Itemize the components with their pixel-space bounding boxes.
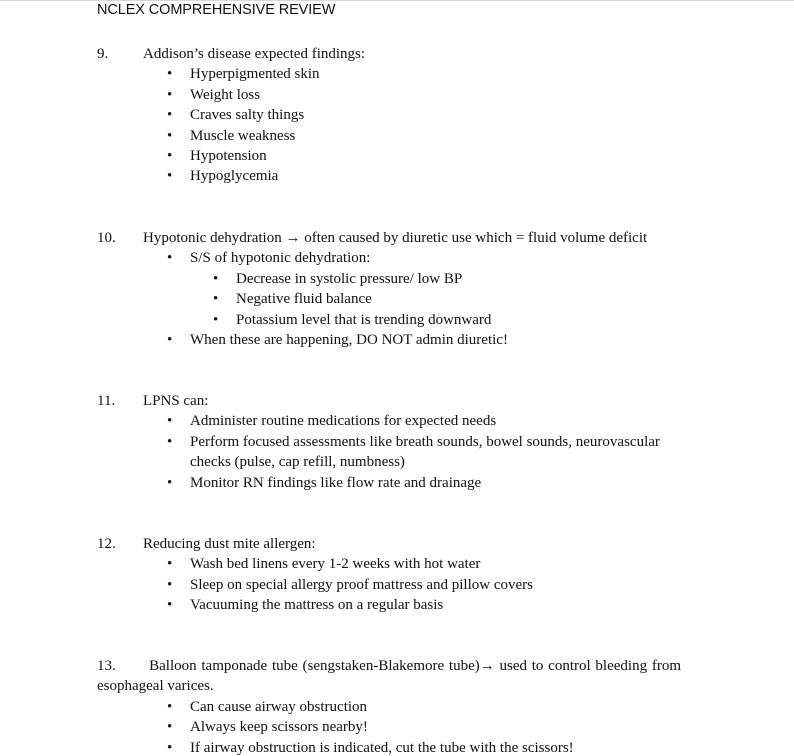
bullet-icon: •	[167, 433, 173, 450]
review-item-11	[97, 391, 697, 493]
bullet-icon: •	[167, 127, 173, 144]
bullet-icon: •	[167, 576, 173, 593]
bullet-list	[97, 411, 697, 493]
item-heading-text: LPNS can:	[143, 393, 209, 409]
bullet-icon: •	[213, 311, 219, 328]
bullet-list	[97, 697, 697, 756]
list-item: • Hypoglycemia	[97, 166, 697, 186]
bullet-icon: •	[167, 413, 173, 430]
item-heading	[97, 534, 697, 554]
list-item: • Hyperpigmented skin	[97, 64, 697, 84]
item-heading-text: Addison’s disease expected findings:	[143, 46, 366, 62]
bullet-list	[97, 554, 697, 615]
item-heading-text: Hypotonic dehydration → often caused by diuretic use which = fluid volume deficit	[143, 230, 648, 246]
bullet-icon: •	[167, 719, 173, 736]
bullet-icon: •	[167, 148, 173, 165]
bullet-list	[97, 248, 697, 350]
list-item: • Muscle weakness	[97, 126, 697, 146]
review-item-13	[97, 656, 697, 756]
bullet-icon: •	[167, 107, 173, 124]
item-heading	[97, 391, 697, 411]
bullet-icon: •	[167, 597, 173, 614]
bullet-icon: •	[213, 291, 219, 308]
item-number: 9.	[97, 46, 109, 62]
list-item: • S/S of hypotonic dehydration:	[97, 248, 697, 268]
item-heading-text: 13. Balloon tamponade tube (sengstaken-Blakemore tube)→ used to control bleeding from	[97, 658, 682, 674]
list-item: • Wash bed linens every 1-2 weeks with hot water	[97, 554, 697, 574]
item-heading-continuation: esophageal varices.	[97, 678, 214, 695]
list-item: • Sleep on special allergy proof mattress and pillow covers	[97, 575, 697, 595]
list-item: • Vacuuming the mattress on a regular basis	[97, 595, 697, 615]
page-header: NCLEX COMPREHENSIVE REVIEW	[97, 2, 336, 18]
list-item: • Can cause airway obstruction	[97, 697, 697, 717]
list-item: • Craves salty things	[97, 105, 697, 125]
bullet-icon: •	[167, 250, 173, 267]
review-item-12	[97, 534, 697, 616]
item-heading	[97, 44, 697, 64]
bullet-icon: •	[167, 66, 173, 83]
bullet-icon: •	[167, 556, 173, 573]
bullet-icon: •	[167, 698, 173, 715]
review-item-10	[97, 228, 697, 350]
review-item-9	[97, 44, 697, 187]
item-number: 13.	[97, 658, 116, 674]
bullet-icon: •	[167, 168, 173, 185]
list-item: • Always keep scissors nearby!	[97, 717, 697, 737]
list-item: • Monitor RN findings like flow rate and drainage	[97, 473, 697, 493]
bullet-icon: •	[167, 332, 173, 349]
list-item: • Administer routine medications for expected needs	[97, 411, 697, 431]
item-heading-text: Reducing dust mite allergen:	[143, 536, 316, 552]
bullet-icon: •	[167, 86, 173, 103]
sub-list-item: • Potassium level that is trending downward	[97, 310, 697, 330]
bullet-list	[97, 64, 697, 186]
list-item: • If airway obstruction is indicated, cut the tube with the scissors!	[97, 738, 697, 756]
item-number: 12.	[97, 536, 116, 552]
sub-list-item: • Decrease in systolic pressure/ low BP	[97, 269, 697, 289]
item-heading	[97, 228, 697, 248]
item-number: 11.	[97, 393, 116, 409]
list-item: • Perform focused assessments like breath sounds, bowel sounds, neurovascular checks (pulse, cap refill, numbness)	[167, 433, 660, 471]
bullet-icon: •	[167, 739, 173, 756]
list-item: • Hypotension	[97, 146, 697, 166]
sub-list-item: • Negative fluid balance	[97, 289, 697, 309]
item-heading	[97, 656, 697, 697]
bullet-icon: •	[167, 474, 173, 491]
item-number: 10.	[97, 230, 116, 246]
list-item: • When these are happening, DO NOT admin diuretic!	[97, 330, 697, 350]
list-item: • Weight loss	[97, 85, 697, 105]
bullet-icon: •	[213, 270, 219, 287]
